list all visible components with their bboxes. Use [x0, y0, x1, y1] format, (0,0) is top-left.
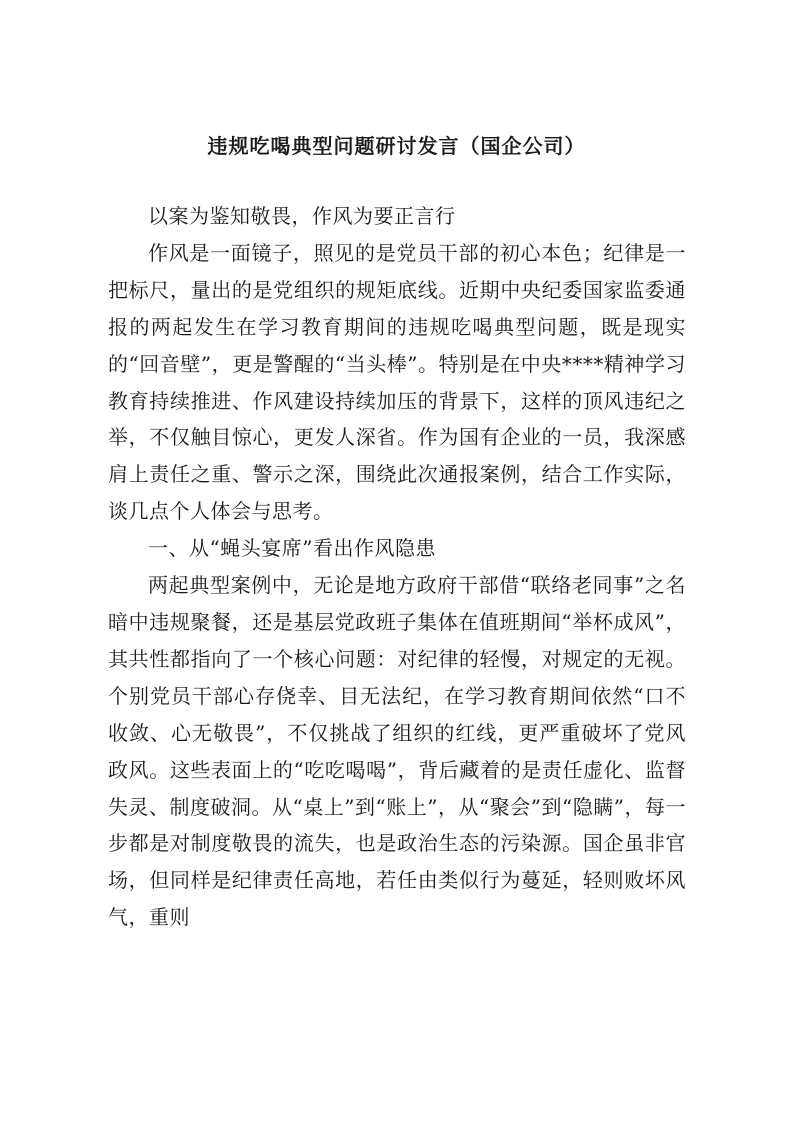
document-title: 违规吃喝典型问题研讨发言（国企公司） [207, 134, 586, 158]
subtitle-paragraph: 以案为鉴知敬畏，作风为要正言行 [148, 204, 456, 228]
intro-paragraph: 作风是一面镜子，照见的是党员干部的初心本色；纪律是一把标尺，量出的是党组织的规矩底线。近期中央纪委国家监委通报的两起发生在学习教育期间的违规吃喝典型问题，既是现实的“回音壁”，更是警醒的“当头棒”。特别是在中央****精神学习教育持续推进、作风建设持续加压的背景下，这样的顶风违纪之举，不仅触目惊心，更发人深省。作为国有企业的一员，我深感肩上责任之重、警示之深，围绕此次通报案例，结合工作实际，谈几点个人体会与思考。 [108, 240, 686, 524]
body-paragraph: 两起典型案例中，无论是地方政府干部借“联络老同事”之名暗中违规聚餐，还是基层党政班子集体在值班期间“举杯成风”，其共性都指向了一个核心问题：对纪律的轻慢，对规定的无视。个别党员干部心存侥幸、目无法纪，在学习教育期间依然“口不收敛、心无敬畏”，不仅挑战了组织的红线，更严重破坏了党风政风。这些表面上的“吃吃喝喝”，背后藏着的是责任虚化、监督失灵、制度破洞。从“桌上”到“账上”，从“聚会”到“隐瞒”，每一步都是对制度敬畏的流失，也是政治生态的污染源。国企虽非官场，但同样是纪律责任高地，若任由类似行为蔓延，轻则败坏风气，重则 [108, 573, 686, 930]
section-heading: 一、从“蝇头宴席”看出作风隐患 [148, 536, 436, 561]
document-body [108, 198, 686, 936]
